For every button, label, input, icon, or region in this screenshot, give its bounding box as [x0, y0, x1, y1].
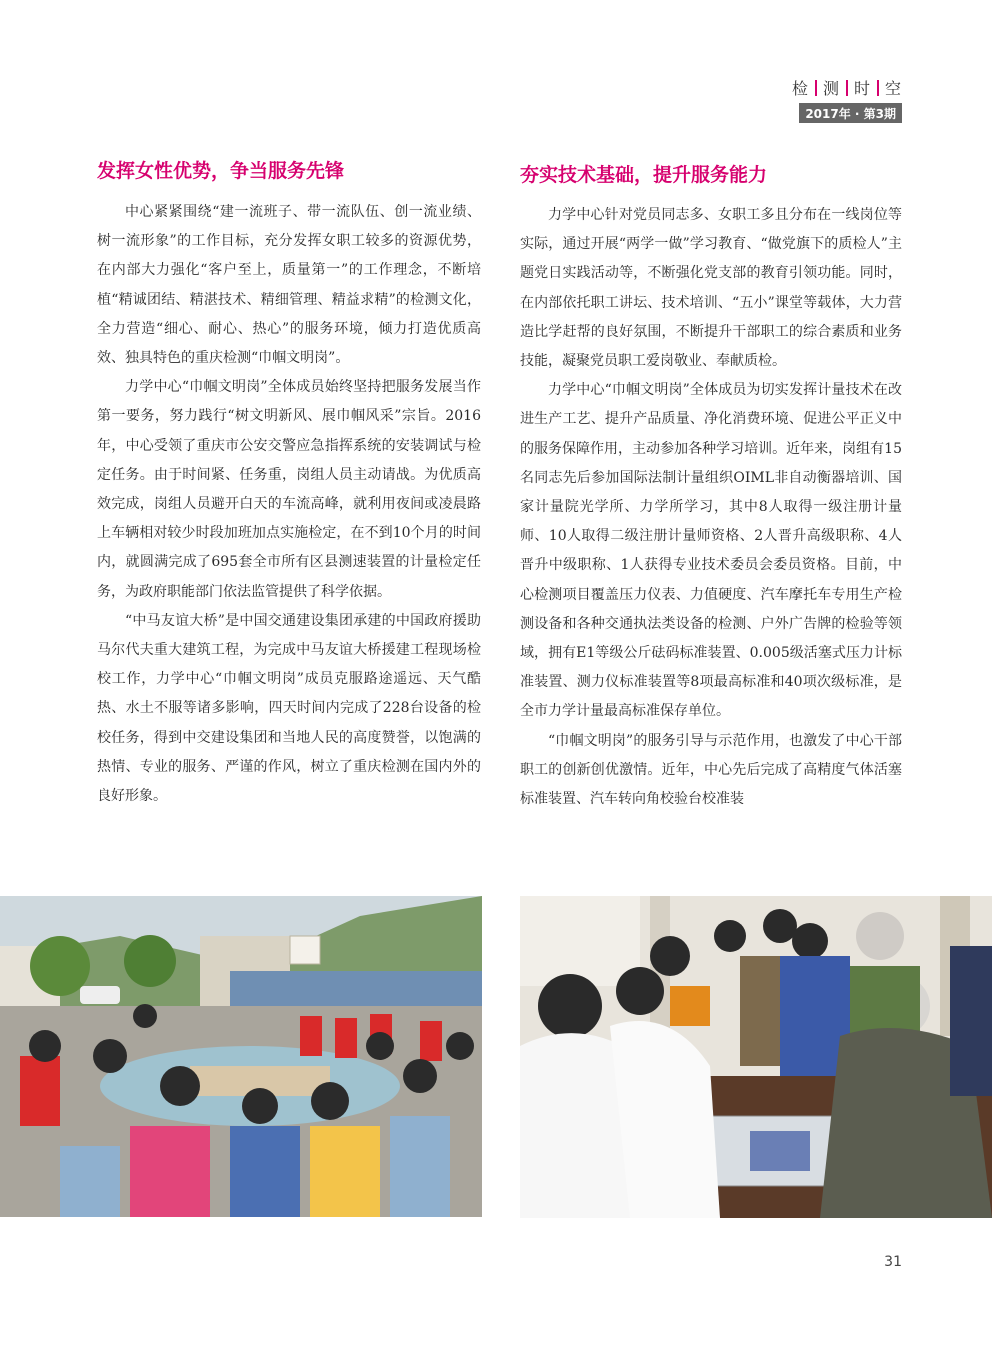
paragraph: “中马友谊大桥”是中国交通建设集团承建的中国政府援助马尔代夫重大建筑工程，为完成中马友谊大桥援建工程现场检校工作，力学中心“巾帼文明岗”成员克服路途遥远、天气酷热、水土不服等诸多影响，四天时间内完成了228台设备的检校任务，得到中交建设集团和当地人民的高度赞誉，以饱满的热情、专业的服务、严谨的作风，树立了重庆检测在国内外的良好形象。 [97, 612, 481, 805]
photo-children-book-donation [0, 896, 482, 1217]
paragraph: 力学中心“巾帼文明岗”全体成员始终坚持把服务发展当作第一要务，努力践行“树文明新风、展巾帼风采”宗旨。2016年，中心受领了重庆市公安交警应急指挥系统的安装调试与检定任务。由于时间紧、任务重，岗组人员主动请战。为优质高效完成，岗组人员避开白天的车流高峰，就利用夜间或凌晨路上车辆相对较少时段加班加点实施检定，在不到10个月的时间内，就圆满完成了695套全市所有区县测速装置的计量检定任务，为政府职能部门依法监管提供了科学依据。 [97, 379, 481, 600]
right-section-heading: 夯实技术基础，提升服务能力 [520, 164, 768, 186]
paragraph: 力学中心针对党员同志多、女职工多且分布在一线岗位等实际，通过开展“两学一做”学习教育、“做党旗下的质检人”主题党日实践活动等，不断强化党支部的教育引领功能。同时，在内部依托职工讲坛、技术培训、“五小”课堂等载体，大力营造比学赶帮的良好氛围，不断提升干部职工的综合素质和业务技能，凝聚党员职工爱岗敬业、奉献质检。 [520, 207, 902, 370]
left-column-text [97, 198, 481, 811]
issue-badge: 2017年 · 第3期 [799, 103, 902, 123]
paragraph: 中心紧紧围绕“建一流班子、带一流队伍、创一流业绩、树一流形象”的工作目标，充分发挥女职工较多的资源优势，在内部大力强化“客户至上，质量第一”的工作理念，不断培植“精诚团结、精湛技术、精细管理、精益求精”的检测文化，全力营造“细心、耐心、热心”的服务环境，倾力打造优质高效、独具特色的重庆检测“巾帼文明岗”。 [97, 204, 481, 367]
page-number: 31 [884, 1254, 902, 1270]
magazine-title: 检 测 时 空 [791, 79, 902, 98]
left-section-heading: 发挥女性优势，争当服务先锋 [97, 160, 345, 182]
photo-free-checkup-service [520, 896, 992, 1218]
masthead [792, 76, 902, 123]
right-column-text [520, 201, 902, 853]
paragraph: “巾帼文明岗”的服务引导与示范作用，也激发了中心干部职工的创新创优激情。近年，中心先后完成了高精度气体活塞标准装置、汽车转向角校验台校准装 [520, 732, 902, 808]
paragraph: 力学中心“巾帼文明岗”全体成员为切实发挥计量技术在改进生产工艺、提升产品质量、净化消费环境、促进公平正义中的服务保障作用，主动参加各种学习培训。近年来，岗组有15名同志先后参加国际法制计量组织OIML非自动衡器培训、国家计量院光学所、力学所学习，其中8人取得一级注册计量师、10人取得二级注册计量师资格、2人晋升高级职称、4人晋升中级职称、1人获得专业技术委员会委员资格。目前，中心检测项目覆盖压力仪表、力值硬度、汽车摩托车专用生产检测设备和各种交通执法类设备的检测、户外广告牌的检验等领域，拥有E1等级公斤砝码标准装置、0.005级活塞式压力计标准装置、测力仪标准装置等8项最高标准和40项次级标准，是全市力学计量最高标准保存单位。 [520, 382, 902, 720]
